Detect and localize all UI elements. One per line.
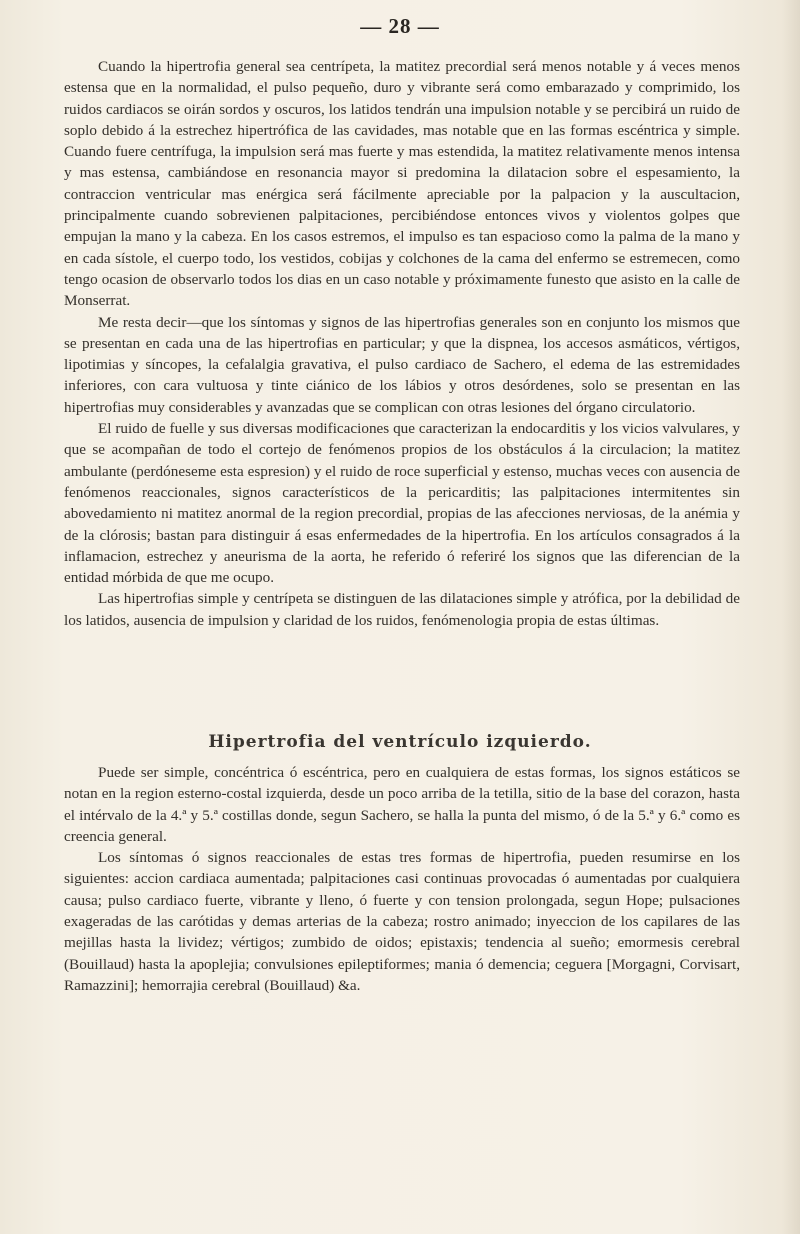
page-number: — 28 — xyxy=(360,14,440,38)
page-edge-shadow xyxy=(782,0,800,1234)
paragraph: Cuando la hipertrofia general sea centrípeta, la matitez precordial será menos notable y á veces menos estensa que en la normalidad, el pulso pequeño, duro y vibrante será como embarazado y comprimido, los ruidos cardiacos se oirán sordos y oscuros, los latidos tendrán una impulsion notable y se percibirá un ruido de soplo debido á la estrechez hipertrófica de las cavidades, mas notable que en las formas escéntrica y simple. Cuando fuere centrífuga, la impulsion será mas fuerte y mas estendida, la matitez relativamente menos intensa y mas estensa, cambiándose en resonancia mayor si predomina la dilatacion sobre el espesamiento, la contraccion ventricular mas enérgica será fácilmente apreciable por la palpacion y la auscultacion, principalmente cuando sobrevienen palpitaciones, percibiéndose entonces vivos y violentos golpes que empujan la mano y la cabeza. En los casos estremos, el impulso es tan espacioso como la palma de la mano y en cada sístole, el cuerpo todo, los vestidos, cobijas y colchones de la cama del enfermo se estremecen, como tengo ocasion de observarlo todos los dias en un caso notable y próximamente funesto que asisto en la calle de Monserrat. xyxy=(64,58,740,310)
paragraph: Las hipertrofias simple y centrípeta se distinguen de las dilataciones simple y atrófica, por la debilidad de los latidos, ausencia de impulsion y claridad de los ruidos, fenómenologia propia de estas últimas. xyxy=(64,590,740,629)
paragraph: El ruido de fuelle y sus diversas modificaciones que caracterizan la endocarditis y los vicios valvulares, y que se acompañan de todo el cortejo de fenómenos propios de los obstáculos á la circulacion; la matitez ambulante (perdóneseme esta espresion) y el ruido de roce superficial y estenso, muchas veces con ausencia de fenómenos reaccionales, signos característicos de la pericarditis; las palpitaciones intermitentes sin abovedamiento ni matitez anormal de la region precordial, propias de las afecciones nerviosas, de la anémia y de la clórosis; bastan para distinguir á esas enfermedades de la hipertrofia. En los artículos consagrados á la inflamacion, estrechez y aneurisma de la aorta, he referido ó referiré los signos que las diferencian de la entidad mórbida de que me ocupo. xyxy=(64,420,740,587)
text-block-top xyxy=(64,56,740,631)
paragraph: Los síntomas ó signos reaccionales de estas tres formas de hipertrofia, pueden resumirse en los siguientes: accion cardiaca aumentada; palpitaciones casi continuas provocadas ó aumentadas por cualquiera causa; pulso cardiaco fuerte, vibrante y lleno, ó fuerte y con tension prolongada, segun Hope; pulsaciones exageradas de las carótidas y demas arterias de la cabeza; rostro animado; inyeccion de los capilares de las mejillas hasta la lividez; vértigos; zumbido de oidos; epistaxis; tendencia al sueño; emormesis cerebral (Bouillaud) hasta la apoplejia; convulsiones epileptiformes; mania ó demencia; ceguera [Morgagni, Corvisart, Ramazzini]; hemorrajia cerebral (Bouillaud) &a. xyxy=(64,849,740,994)
text-block-bottom xyxy=(64,762,740,996)
paragraph: Puede ser simple, concéntrica ó escéntrica, pero en cualquiera de estas formas, los signos estáticos se notan en la region esterno-costal izquierda, desde un poco arriba de la tetilla, sitio de la base del corazon, hasta el intérvalo de la 4.ª y 5.ª costillas donde, segun Sachero, se halla la punta del mismo, ó de la 5.ª y 6.ª como es creencia general. xyxy=(64,764,740,845)
section-heading: Hipertrofia del ventrículo izquierdo. xyxy=(208,732,592,752)
paragraph: Me resta decir—que los síntomas y signos de las hipertrofias generales son en conjunto los mismos que se presentan en cada una de las hipertrofias en particular; y que la dispnea, los accesos asmáticos, vértigos, lipotimias y síncopes, la cefalalgia gravativa, el pulso cardiaco de Sachero, el edema de las estremidades inferiores, con cara vultuosa y tinte ciánico de los lábios y otros desórdenes, solo se presentan en las hipertrofias muy considerables y avanzadas que se complican con otras lesiones del órgano circulatorio. xyxy=(64,313,740,416)
